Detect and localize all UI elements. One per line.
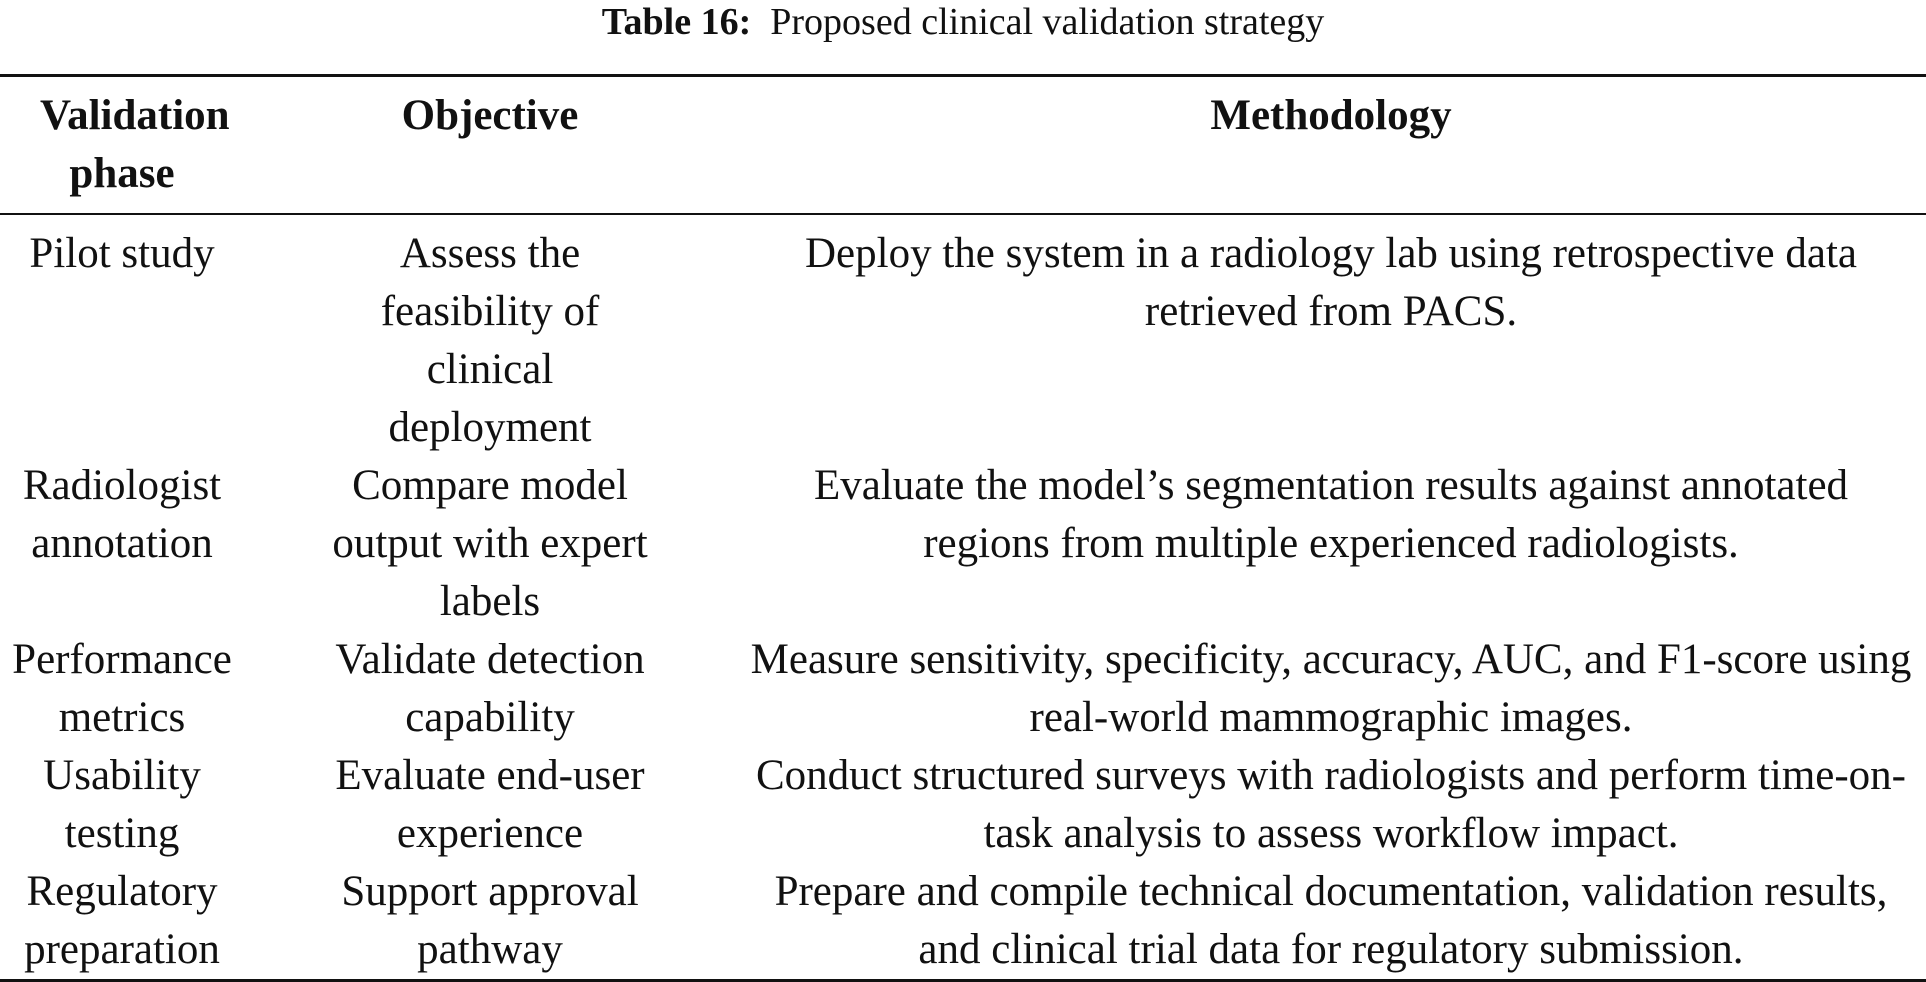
cell-phase: Regulatory preparation: [0, 863, 244, 981]
cell-methodology: Prepare and compile technical documentation, validation results, and clinical trial data for regulatory submission.: [736, 863, 1926, 981]
cell-objective: Compare model output with expert labels: [332, 462, 648, 625]
cell-methodology: Measure sensitivity, specificity, accuracy, AUC, and F1-score using real-world mammographic images.: [750, 636, 1912, 741]
cell-phase: Radiologist annotation: [22, 462, 222, 567]
table-caption-label: Table 16:: [601, 1, 752, 43]
validation-strategy-table: [0, 74, 1926, 982]
cell-methodology: Deploy the system in a radiology lab using retrospective data retrieved from PACS.: [804, 230, 1858, 335]
table-row: [0, 631, 1926, 747]
table-caption: [0, 0, 1926, 44]
cell-objective: Assess the feasibility of clinical deployment: [380, 230, 600, 451]
cell-objective: Evaluate end-user experience: [335, 752, 645, 857]
table-caption-title: Proposed clinical validation strategy: [770, 1, 1325, 43]
cell-methodology: Evaluate the model’s segmentation results against annotated regions from multiple experienced radiologists.: [813, 462, 1849, 567]
table-header-row: [0, 76, 1926, 215]
cell-phase: Performance metrics: [12, 636, 232, 741]
table-row: [0, 214, 1926, 457]
table-row: [0, 747, 1926, 863]
cell-objective: Validate detection capability: [335, 636, 645, 741]
header-objective: Objective: [244, 76, 736, 215]
cell-methodology: Conduct structured surveys with radiologists and perform time-on-task analysis to assess workflow impact.: [755, 752, 1907, 857]
table-row: [0, 457, 1926, 631]
header-methodology: Methodology: [736, 76, 1926, 215]
cell-phase: Pilot study: [29, 230, 215, 277]
table-row: [0, 863, 1926, 981]
header-validation-phase: Validation phase: [0, 76, 244, 215]
cell-phase: Usability testing: [43, 752, 201, 857]
cell-objective: Support approval pathway: [244, 863, 736, 981]
